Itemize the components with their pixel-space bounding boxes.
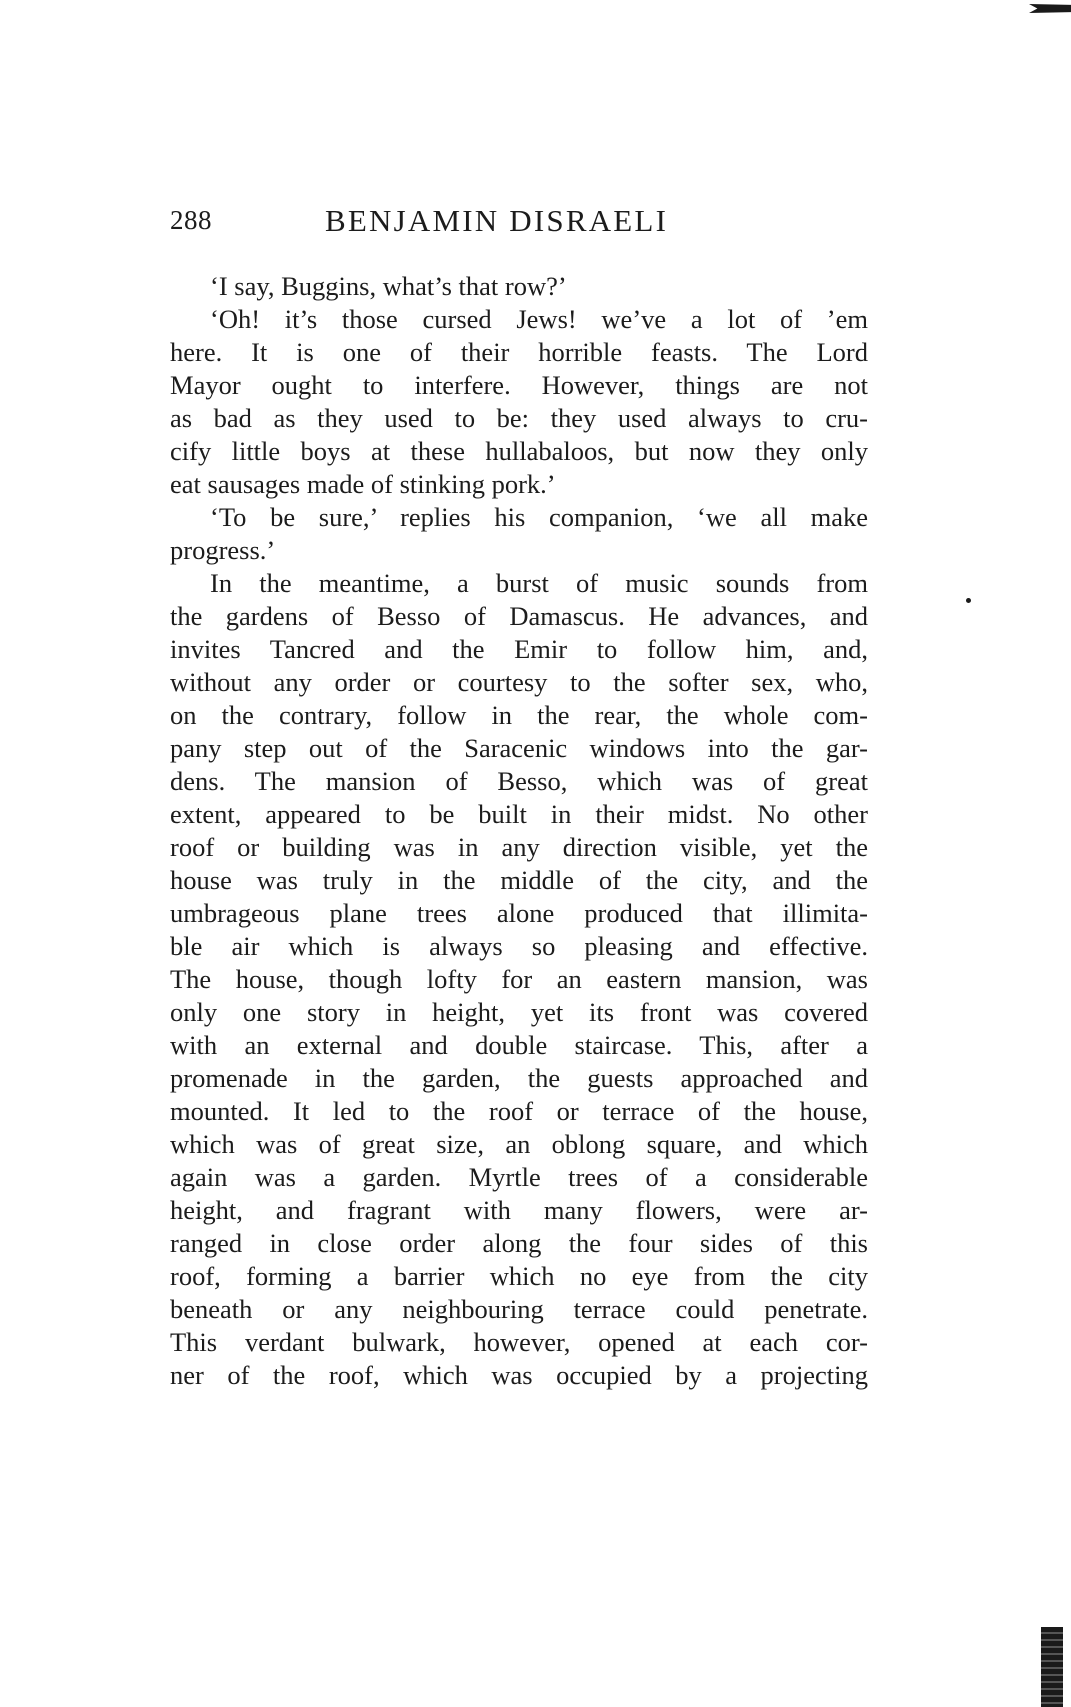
text-line: progress.’ xyxy=(170,535,276,565)
text-line: invites Tancred and the Emir to follow him, and, xyxy=(170,634,868,664)
text-line: which was of great size, an oblong square, and which xyxy=(170,1129,868,1159)
text-line: ‘Oh! it’s those cursed Jews! we’ve a lot of ’em xyxy=(210,304,868,334)
text-line: dens. The mansion of Besso, which was of great xyxy=(170,766,868,796)
text-line: ranged in close order along the four sides of this xyxy=(170,1228,868,1258)
text-line: without any order or courtesy to the softer sex, who, xyxy=(170,667,868,697)
text-line: with an external and double staircase. This, after a xyxy=(170,1030,868,1060)
text-line: eat sausages made of stinking pork.’ xyxy=(170,469,556,499)
text-line: the gardens of Besso of Damascus. He advances, and xyxy=(170,601,868,631)
text-line: ner of the roof, which was occupied by a projecting xyxy=(170,1360,868,1390)
text-line: only one story in height, yet its front was covered xyxy=(170,997,868,1027)
text-line: beneath or any neighbouring terrace could penetrate. xyxy=(170,1294,868,1324)
body-text xyxy=(170,270,868,1392)
text-line: extent, appeared to be built in their midst. No other xyxy=(170,799,868,829)
text-line: This verdant bulwark, however, opened at each cor- xyxy=(170,1327,868,1357)
scan-speck xyxy=(966,598,971,603)
text-line: as bad as they used to be: they used always to cru- xyxy=(170,403,868,433)
text-line: ble air which is always so pleasing and effective. xyxy=(170,931,868,961)
text-line: The house, though lofty for an eastern mansion, was xyxy=(170,964,868,994)
text-line: pany step out of the Saracenic windows into the gar- xyxy=(170,733,868,763)
text-line: cify little boys at these hullabaloos, but now they only xyxy=(170,436,868,466)
text-line: roof, forming a barrier which no eye from the city xyxy=(170,1261,868,1291)
running-head: BENJAMIN DISRAELI xyxy=(325,203,669,238)
text-line: ‘I say, Buggins, what’s that row?’ xyxy=(210,271,567,301)
text-line: again was a garden. Myrtle trees of a considerable xyxy=(170,1162,868,1192)
scan-edge-mark xyxy=(1029,4,1071,13)
text-line: here. It is one of their horrible feasts. The Lord xyxy=(170,337,868,367)
text-line: on the contrary, follow in the rear, the whole com- xyxy=(170,700,868,730)
page-header xyxy=(170,205,870,245)
text-line: umbrageous plane trees alone produced that illimita- xyxy=(170,898,868,928)
text-line: house was truly in the middle of the city, and the xyxy=(170,865,868,895)
text-line: In the meantime, a burst of music sounds from xyxy=(210,568,868,598)
text-line: promenade in the garden, the guests approached and xyxy=(170,1063,868,1093)
text-line: ‘To be sure,’ replies his companion, ‘we all make xyxy=(210,502,868,532)
page-number: 288 xyxy=(170,205,212,235)
text-line: mounted. It led to the roof or terrace of the house, xyxy=(170,1096,868,1126)
text-line: Mayor ought to interfere. However, things are not xyxy=(170,370,868,400)
text-line: height, and fragrant with many flowers, were ar- xyxy=(170,1195,868,1225)
scan-edge-strip xyxy=(1041,1627,1063,1707)
text-line: roof or building was in any direction visible, yet the xyxy=(170,832,868,862)
